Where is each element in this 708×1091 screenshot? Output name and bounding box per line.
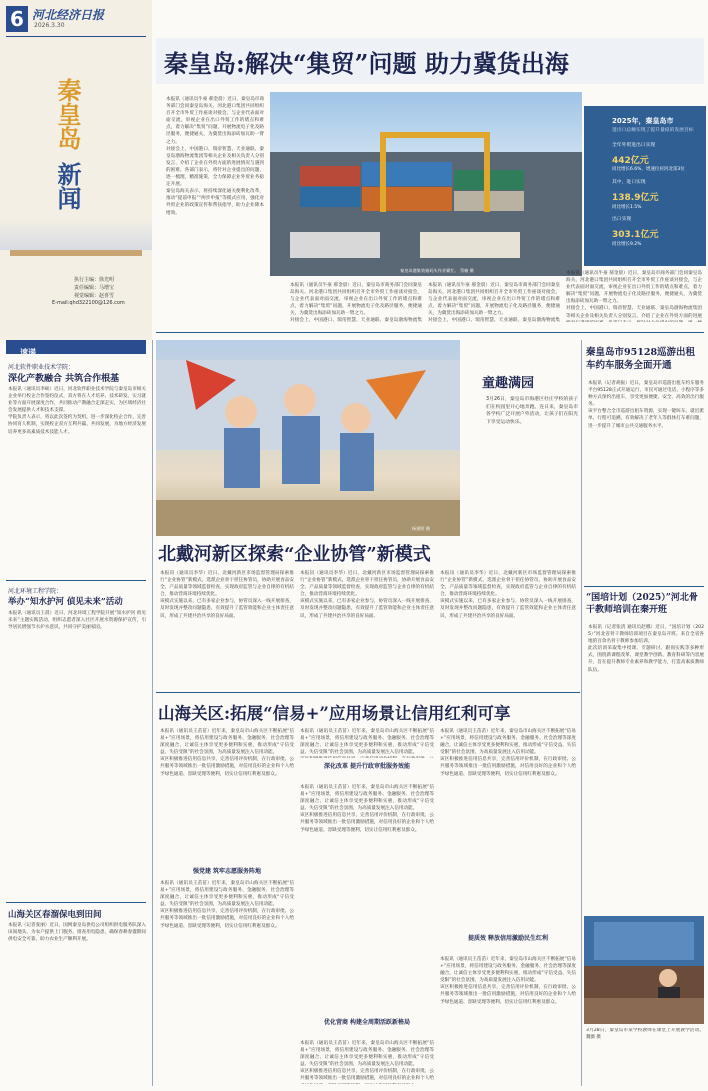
map-stat-3-note: 同比增长9.2% [612, 241, 642, 247]
section-name [53, 162, 82, 210]
map-stat-2-label: 其中，进口实现 [612, 179, 646, 185]
beidaihe-rule [156, 692, 580, 693]
lead-body-col2: 本报讯（通讯员牛豪 郝金晨）近日，秦皇岛市商务部门会同秦皇岛海关、河北港口集团共同组织召开全市外贸工作座谈对接会，与企业代表面对面交流，审视企业在出口外贸工作的堵点和难点，着力解决“集贸”问题，开展物流电子化及路径服务，便捷通关，为冀货出海添砖加瓦助一臂之力。 对接会上，中国港口、瑞帝智慧、天业通联、秦皇岛渤海物流集 [290, 283, 422, 324]
section-city-text: 秦皇岛 [53, 78, 82, 150]
kids-photo-credit: 杨建明 摄 [411, 526, 430, 531]
teachers-headline: “国培计划（2025）”河北骨干教师培训在秦开班 [586, 593, 698, 615]
lead-body-col4: 本报讯（通讯员牛豪 郝金晨）近日，秦皇岛市商务部门会同秦皇岛海关、河北港口集团共同组织召开全市外贸工作座谈对接会，与企业代表面对面交流，审视企业在出口外贸工作的堵点和难点，着力解决“集贸”问题，开展物流电子化及路径服务，便捷通关，为冀货出海添砖加瓦助一臂之力。 对接会上，中国港口、瑞帝智慧、天业通联、秦皇岛渤海物流集团等相关企业及相关负责人分别发言，介绍了企业在外贸方面的进展 [566, 271, 702, 319]
lead-body-col1: 本报讯（通讯员牛豪 郝金晨）近日，秦皇岛市商务部门会同秦皇岛海关、河北港口集团共同组织召开全市外贸工作座谈对接会，与企业代表面对面交流，审视企业在出口外贸工作的堵点和难点，着力解决“集贸”问题，开展物流电子化及路径服务，便捷通关，为冀货出海添砖加瓦助一臂之力。 对接会上，中国港口、瑞帝智慧、天业通联、秦皇岛渤海物流集团等相关企业及相关负责人分别发言，介绍了企业在外贸方面的进展情况与遇到的困难。各部门表示，将针对企业提出的问题，逐一梳理，精准施策，全力保障企业外贸业务稳定开展。 秦皇岛海关表示，将持续深化通关便利化改革，推动“提前申报”“两步申报”等模式应用，强化对外贸企业的政策宣传和帮扶指导，助力企业降本增效。 [166, 97, 264, 216]
credit-subhead-1: 强党建 筑牢志愿服务阵地 [192, 868, 262, 875]
map-stat-2-note: 同比增长1.5% [612, 204, 642, 210]
column-divider-right [581, 340, 582, 1086]
map-stat-1-note: 同比增长6.6%，增速位居河北第3位 [612, 166, 685, 172]
map-infobox [584, 106, 706, 266]
beidaihe-headline: 北戴河新区探索“企业协管”新模式 [158, 544, 431, 565]
lead-bottom-rule [156, 332, 704, 333]
teachers-photo-caption: 3月28日，秦皇岛市某学校教师在课堂上开展教学活动。 魏薇 摄 [586, 1028, 704, 1040]
brief-3-body: 本报讯（记者张丽）近日，国网秦皇岛供电公司组织供电服务队深入田间地头，为农户提供上门服务，排查用电隐患，确保春耕春灌期间供电安全可靠，助力农业生产顺利开展。 [8, 923, 146, 943]
port-photo-scene [270, 92, 582, 276]
brief-2-subhead: 河北环境工程学院： [8, 588, 63, 595]
map-stat-1 [612, 141, 700, 173]
editor-credit-1: 执行主编：徐光明 [74, 277, 115, 283]
port-photo-caption: 秦皇岛港集装箱码头作业繁忙。 蔡楠 摄 [400, 268, 474, 273]
credit-body-col3: 本报讯（通讯员王苗苗）近年来，秦皇岛市山海关区不断拓展“信易+”应用场景，将信用建设与政务服务、金融服务、社会治理等深度融合，让诚信主体享受更多便利和实惠，推动形成“守信受益、失信受限”的社会氛围，为高质量发展注入信用动能。 该区积极推进信用信息共享，完善信用评价机制，在行政审批、公共服务等领域推出一批信用激励措施，对信用良好的企业和个人给予绿色通道、容缺受理等便利，切实让信用红利惠及群众。 [440, 729, 576, 777]
port-photo [270, 92, 582, 276]
credit-body-col1b: 本报讯（通讯员王苗苗）近年来，秦皇岛市山海关区不断拓展“信易+”应用场景，将信用建设与政务服务、金融服务、社会治理等深度融合，让诚信主体享受更多便利和实惠，推动形成“守信受益、失信受限”的社会氛围，为高质量发展注入信用动能。 该区积极推进信用信息共享，完善信用评价机制，在行政审批、公共服务等领域推出一批信用激励措施，对信用良好的企业和个人给予绿色通道、容缺受理等便利，切实让信用红利惠及群众。 [160, 881, 294, 929]
page-number: 6 [6, 6, 28, 32]
map-stat-3-label: 出口实现 [612, 216, 632, 222]
masthead-rule [6, 36, 146, 37]
lead-body-col3: 本报讯（通讯员牛豪 郝金晨）近日，秦皇岛市商务部门会同秦皇岛海关、河北港口集团共同组织召开全市外贸工作座谈对接会，与企业代表面对面交流，审视企业在出口外贸工作的堵点和难点，着力解决“集贸”问题，开展物流电子化及路径服务，便捷通关，为冀货出海添砖加瓦助一臂之力。 对接会上，中国港口、瑞帝智慧、天业通联、秦皇岛渤海物流集 [428, 283, 560, 324]
kids-photo-scene [156, 340, 460, 536]
section-name-text: 新闻 [53, 162, 82, 210]
map-infobox-subtitle: 进出口总额实现了提升量稳的发展目标 [612, 128, 694, 133]
teachers-photo [584, 916, 704, 1024]
masthead-deco-hills [0, 220, 152, 250]
teachers-top-rule [584, 586, 704, 587]
section-city [53, 78, 82, 150]
beidaihe-body-col2: 本报讯（通讯员李华）近日，北戴河新区市场监督管理局探索推行“企业协管”新模式，选派企业骨干担任协管员，协助开展食品安全、产品质量等领域监督检查，实现政府监管与企业自律的有机结合，推动营商环境持续优化。 该模式实施以来，已有多家企业参与，协管员深入一线开展排查，及时发现并整改问题隐患，有效提升了监管效能和企业主体责任意识，形成了共建共治共享的良好局面。 [300, 571, 434, 619]
editor-credit-2: 责任编辑：马增宝 [74, 285, 115, 291]
map-stat-1-value: 442亿元 [612, 155, 649, 166]
lead-headline: 秦皇岛:解决“集贸”问题 助力冀货出海 [164, 49, 569, 78]
kids-title: 童趣满园 [482, 376, 535, 391]
editor-email[interactable]: E-mail:qhd322100@126.com [52, 300, 125, 306]
teachers-photo-scene [584, 916, 704, 1024]
map-stat-3 [612, 215, 700, 247]
beidaihe-body-col3: 本报讯（通讯员李华）近日，北戴河新区市场监督管理局探索推行“企业协管”新模式，选派企业骨干担任协管员，协助开展食品安全、产品质量等领域监督检查，实现政府监管与企业自律的有机结合，推动营商环境持续优化。 该模式实施以来，已有多家企业参与，协管员深入一线开展排查，及时发现并整改问题隐患，有效提升了监管效能和企业主体责任意识，形成了共建共治共享的良好局面。 [440, 571, 576, 619]
map-infobox-title: 2025年，秦皇岛市 [612, 117, 674, 125]
brief-3-headline: 山海关区春溜保电到田间 [8, 910, 102, 920]
brief-1-body: 本报讯（通讯员李硕）近日，河北软件职业技术学院与秦皇岛市相关企业举行校企合作签约仪式，双方将在人才培养、技术研发、实习就业等方面开展深度合作，共同推动产教融合走深走实，为区域经济社会发展提供人才和技术支撑。 学院负责人表示，将以此次签约为契机，进一步深化校企合作，完善协同育人机制，实现校企双方互利共赢、共同发展，为地方经济发展培养更多高素质技术技能人才。 [8, 387, 146, 435]
teachers-body: 本报讯（记者张清 通讯员赵娜）近日，“国培计划（2025）”河北省骨干教师培训项目在秦皇岛开班。来自全省各地的百余名骨干教师参加培训。 此次培训采取集中授课、专题研讨、跟岗实践等多种形式，围绕新课程改革、课堂教学创新、教育科研等内容展开，旨在提升教师专业素养和教学能力，打造高素质教师队伍。 [588, 625, 704, 673]
credit-subhead-3: 优化营商 构建全周期活跃新格局 [323, 1019, 411, 1026]
credit-body-col2c: 本报讯（通讯员王苗苗）近年来，秦皇岛市山海关区不断拓展“信易+”应用场景，将信用建设与政务服务、金融服务、社会治理等深度融合，让诚信主体享受更多便利和实惠，推动形成“守信受益、失信受限”的社会氛围，为高质量发展注入信用动能。 该区积极推进信用信息共享，完善信用评价机制，在行政审批、公共服务等领域推出一批信用激励措施，对信用良好的企业和个人给 [300, 1041, 434, 1082]
credit-subhead-2: 深化改革 提升行政审批服务效能 [323, 763, 411, 770]
issue-date: 2026.3.30 [34, 22, 65, 29]
brief-rule-2 [6, 902, 146, 903]
taxi-body: 本报讯（记者胡振）近日，秦皇岛市巡游出租车约车服务平台95128正式开通运行，市民可通过电话、小程序等多种方式预约出租车，享受更加便捷、安全、高效的出行服务。 该平台整合全市巡游出租车资源，实现一键叫车、就近派单、行程可追溯，有效解决了老年人等群体打车难问题，进一步提升了城市公共交通服务水平。 [588, 381, 704, 429]
credit-subhead-4: 提质效 释放信用激励民生红利 [467, 935, 549, 942]
brief-tag [6, 340, 146, 357]
credit-body-col2b: 本报讯（通讯员王苗苗）近年来，秦皇岛市山海关区不断拓展“信易+”应用场景，将信用建设与政务服务、金融服务、社会治理等深度融合，让诚信主体享受更多便利和实惠，推动形成“守信受益、失信受限”的社会氛围，为高质量发展注入信用动能。 该区积极推进信用信息共享，完善信用评价机制，在行政审批、公共服务等领域推出一批信用激励措施，对信用良好的企业和个人给予绿色通道、容缺受理等便利，切实让信用红利惠及群众。 [300, 785, 434, 833]
brief-rule-1 [6, 580, 146, 581]
brief-1-subhead: 河北软件职业技术学院： [8, 364, 75, 371]
credit-headline: 山海关区:拓展“信易+”应用场景让信用红利可享 [158, 704, 511, 723]
masthead-deco-wall [10, 250, 142, 256]
beidaihe-body-col1: 本报讯（通讯员李华）近日，北戴河新区市场监督管理局探索推行“企业协管”新模式，选派企业骨干担任协管员，协助开展食品安全、产品质量等领域监督检查，实现政府监管与企业自律的有机结合，推动营商环境持续优化。 该模式实施以来，已有多家企业参与，协管员深入一线开展排查，及时发现并整改问题隐患，有效提升了监管效能和企业主体责任意识，形成了共建共治共享的良好局面。 [160, 571, 294, 619]
map-stat-3-value: 303.1亿元 [612, 229, 659, 240]
credit-body-col3b: 本报讯（通讯员王苗苗）近年来，秦皇岛市山海关区不断拓展“信易+”应用场景，将信用建设与政务服务、金融服务、社会治理等深度融合，让诚信主体享受更多便利和实惠，推动形成“守信受益、失信受限”的社会氛围，为高质量发展注入信用动能。 该区积极推进信用信息共享，完善信用评价机制，在行政审批、公共服务等领域推出一批信用激励措施，对信用良好的企业和个人给予绿色通道、容缺受理等便利，切实让信用红利惠及群众。 [440, 957, 576, 1005]
brief-2-body: 本报讯（通讯员王晨）近日，河北环境工程学院开展“知水护河 偵见未来”主题实践活动，组织志愿者深入社区开展水资源保护宣传，引导居民增强节水护水意识，共同守护美丽家园。 [8, 611, 146, 631]
map-stat-1-label: 全年外贸进出口实现 [612, 142, 656, 148]
brief-1-headline: 深化产教融合 共筑合作根基 [8, 374, 120, 384]
paper-name: 河北经济日报 [32, 8, 105, 22]
taxi-headline: 秦皇岛市95128巡游出租车约车服务全面开通 [586, 347, 696, 371]
brief-2-headline: 举办“知水护河 偵见未来”活动 [8, 597, 123, 607]
kids-photo [156, 340, 460, 536]
credit-body-col1: 本报讯（通讯员王苗苗）近年来，秦皇岛市山海关区不断拓展“信易+”应用场景，将信用建设与政务服务、金融服务、社会治理等深度融合，让诚信主体享受更多便利和实惠，推动形成“守信受益、失信受限”的社会氛围，为高质量发展注入信用动能。 该区积极推进信用信息共享，完善信用评价机制，在行政审批、公共服务等领域推出一批信用激励措施，对信用良好的企业和个人给予绿色通道、容缺受理等便利，切实让信用红利惠及群众。 [160, 729, 294, 777]
editor-credit-3: 视觉编辑：赵喜雪 [74, 293, 115, 299]
kids-caption: 3月26日，秦皇岛市海港区杜庄学校的孩子们在校园里开心地奔跑。连日来，秦皇岛市各学校广泛开展户外活动，让孩子们在阳光下享受运动快乐。 [486, 397, 578, 425]
map-stat-2 [612, 178, 700, 210]
column-divider-left [152, 340, 153, 1086]
brief-tag-text: 速递 [20, 348, 36, 357]
map-stat-2-value: 138.9亿元 [612, 192, 659, 203]
credit-body-col2: 本报讯（通讯员王苗苗）近年来，秦皇岛市山海关区不断拓展“信易+”应用场景，将信用建设与政务服务、金融服务、社会治理等深度融合，让诚信主体享受更多便利和实惠，推动形成“守信受益、失信受限”的社会氛围，为高质量发展注入信用动能。 [300, 729, 434, 756]
